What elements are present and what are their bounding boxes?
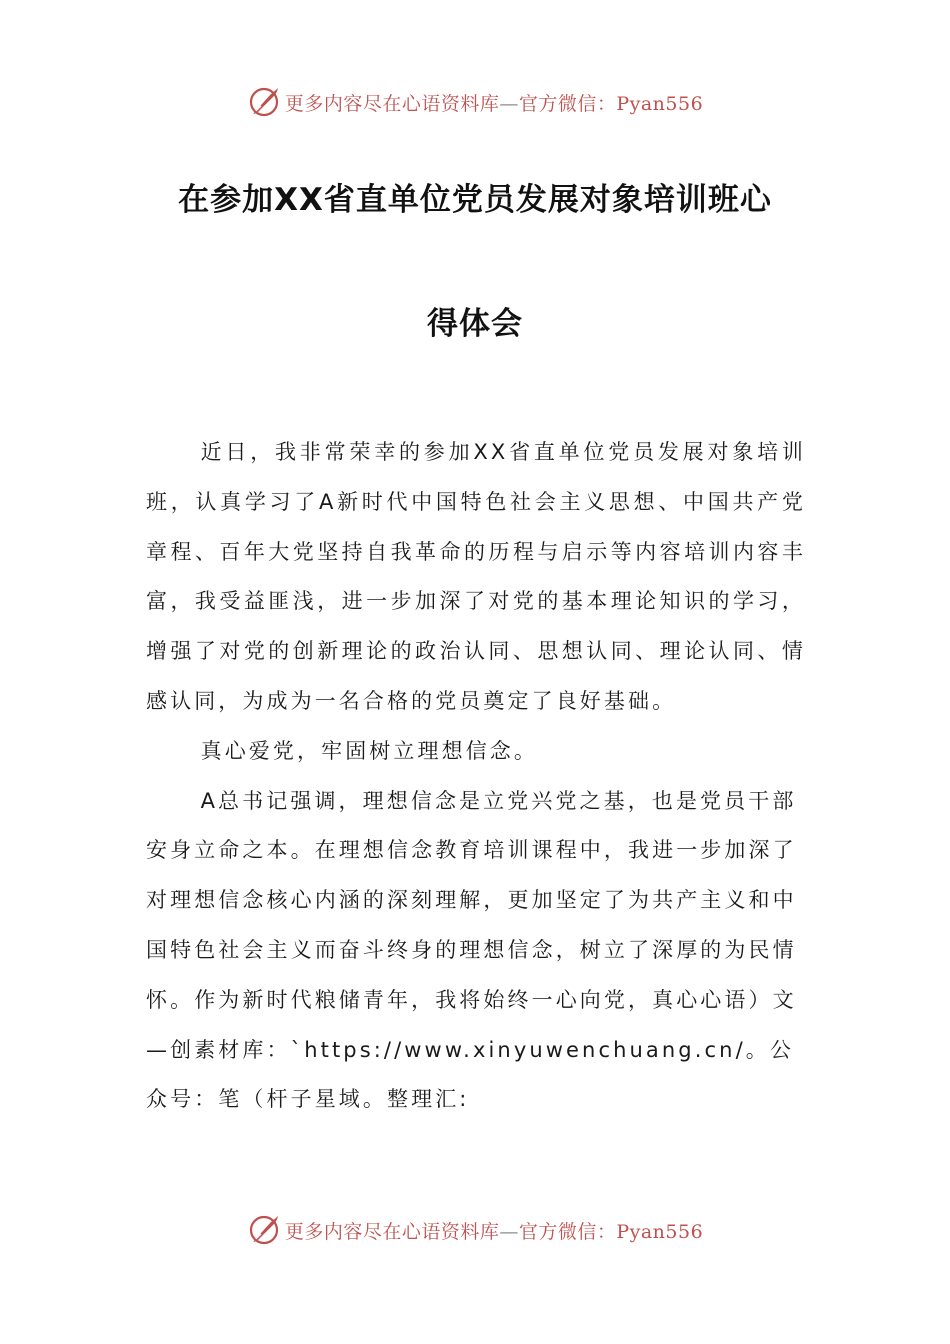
banner-main-text: 更多内容尽在心语资料库 xyxy=(284,1220,500,1243)
banner-main-text: 更多内容尽在心语资料库 xyxy=(284,92,500,115)
document-title-line-2: 得体会 xyxy=(427,306,523,342)
banner-separator: — xyxy=(499,1220,519,1243)
banner-separator: — xyxy=(499,92,519,115)
banner-text xyxy=(285,89,703,116)
paragraph-heading: 真心爱党，牢固树立理想信念。 xyxy=(200,738,538,763)
quill-logo-icon xyxy=(247,85,281,119)
banner-wechat-text: 官方微信：Pyan556 xyxy=(518,92,704,115)
footer-banner xyxy=(0,1210,950,1250)
header-banner xyxy=(0,82,950,122)
paragraph-intro: 近日，我非常荣幸的参加XX省直单位党员发展对象培训班，认真学习了A新时代中国特色社会主义思想、中国共产党章程、百年大党坚持自我革命的历程与启示等内容培训内容丰富，我受益匪浅，进一步加深了对党的基本理论知识的学习，增强了对党的创新理论的政治认同、思想认同、理论认同、情感认同，为成为一名合格的党员奠定了良好基础。 xyxy=(146,440,806,713)
document-body xyxy=(146,428,806,1125)
banner-text xyxy=(285,1217,703,1244)
banner-wechat-text: 官方微信：Pyan556 xyxy=(518,1220,704,1243)
document-title-line-1: 在参加XX省直单位党员发展对象培训班心 xyxy=(178,182,772,218)
quill-logo-icon xyxy=(247,1213,281,1247)
paragraph-ideals: A总书记强调，理想信念是立党兴党之基，也是党员干部安身立命之本。在理想信念教育培训课程中，我进一步加深了对理想信念核心内涵的深刻理解，更加坚定了为共产主义和中国特色社会主义而奋斗终身的理想信念，树立了深厚的为民情怀。作为新时代粮储青年，我将始终一心向党，真心心语）文—创素材库：`https://www.xinyuwenchuang.cn/。公众号：笔（杆子星域。整理汇: xyxy=(146,788,797,1112)
